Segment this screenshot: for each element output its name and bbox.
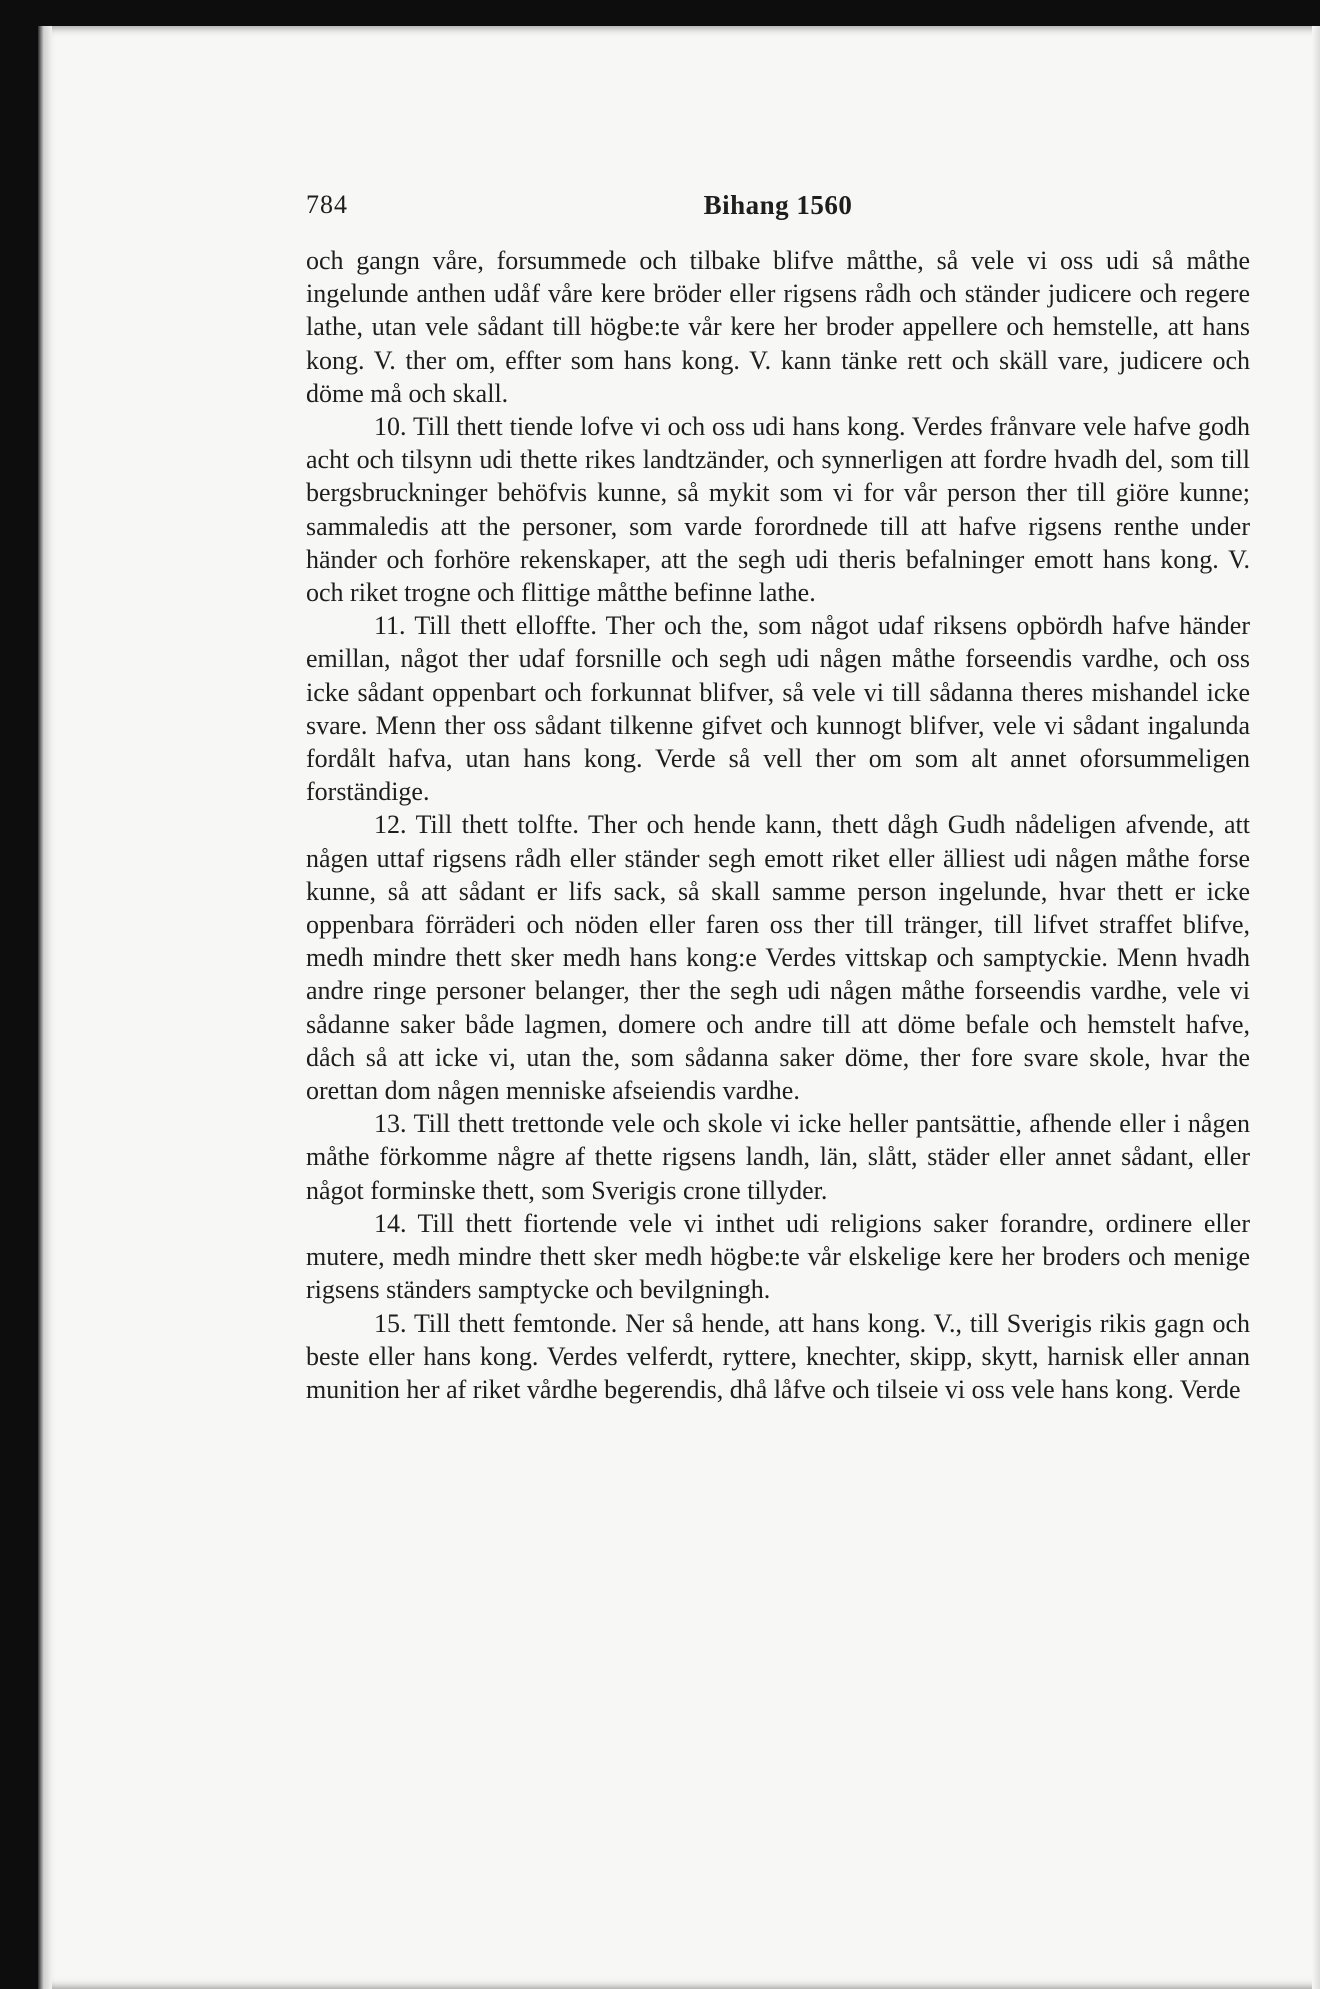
paragraph-10: 10. Till thett tiende lofve vi och oss udi hans kong. Verdes frånvare vele hafve godh acht och tilsynn udi thette rikes landtzänder, och synnerligen att fordre hvadh del, som till bergsbruckninger behöfvis kunne, så mykit som vi for vår person ther till giöre kunne; sammaledis att the personer, som varde forordnede till att hafve rigsens renthe under händer och forhöre rekenskaper, att the segh udi theris befalninger emott hans kong. V. och riket trogne och flittige måtthe befinne lathe. — [306, 412, 1250, 608]
page-number: 784 — [306, 190, 348, 219]
paragraph-15: 15. Till thett femtonde. Ner så hende, att hans kong. V., till Sverigis rikis gagn och beste eller hans kong. Verdes velferdt, ryttere, knechter, skipp, skytt, harnisk eller annan munition her af riket vårdhe begerendis, dhå låfve och tilseie vi oss vele hans kong. Verde — [306, 1308, 1250, 1404]
paragraph-continuation: och gangn våre, forsummede och tilbake blifve måtthe, så vele vi oss udi så måthe ingelunde anthen udåf våre kere bröder eller rigsens rådh och ständer judicere och regere lathe, utan vele sådant till högbe:te vår kere her broder appellere och hemstelle, att hans kong. V. ther om, effter som hans kong. V. kann tänke rett och skäll vare, judicere och döme må och skall. — [306, 246, 1250, 408]
paragraph-12: 12. Till thett tolfte. Ther och hende kann, thett dågh Gudh nådeligen afvende, att någen uttaf rigsens rådh eller ständer segh emott riket eller älliest udi någen måthe forse kunne, så att sådant er lifs sack, så skall samme person ingelunde, hvar thett er icke oppenbara förräderi och nöden eller faren oss ther till tränger, till lifvet straffet blifve, medh mindre thett sker medh hans kong:e Verdes vittskap och samptyckie. Menn hvadh andre ringe personer belanger, ther the segh udi någen måthe forseendis vardhe, vele vi sådanne saker både lagmen, domere och andre till att döme befale och hemstelt hafve, dåch så att icke vi, utan the, som sådanna saker döme, ther fore svare skole, hvar the orettan dom någen menniske afseiendis vardhe. — [306, 810, 1250, 1106]
page-header — [306, 186, 1250, 226]
body-text — [306, 244, 1250, 1406]
running-title: Bihang 1560 — [703, 190, 853, 220]
paragraph-13: 13. Till thett trettonde vele och skole vi icke heller pantsättie, afhende eller i någen måthe förkomme någre af thette rigsens landh, län, slått, städer eller annet sådant, eller något forminske thett, som Sverigis crone tillyder. — [306, 1109, 1250, 1205]
paragraph-11: 11. Till thett elloffte. Ther och the, som något udaf riksens opbördh hafve händer emillan, något ther udaf forsnille och segh udi någen måthe forseendis vardhe, och oss icke sådant oppenbart och forkunnat blifver, så vele vi till sådanna theres mishandel icke svare. Menn ther oss sådant tilkenne gifvet och kunnogt blifver, vele vi sådant ingalunda fordålt hafva, utan hans kong. Verde så vell ther om som alt annet oforsummeligen forständige. — [306, 611, 1250, 807]
book-page — [38, 26, 1320, 1989]
paragraph-14: 14. Till thett fiortende vele vi inthet udi religions saker forandre, ordinere eller mutere, medh mindre thett sker medh högbe:te vår elskelige kere her broders och menige rigsens ständers samptycke och bevilgningh. — [306, 1208, 1250, 1305]
